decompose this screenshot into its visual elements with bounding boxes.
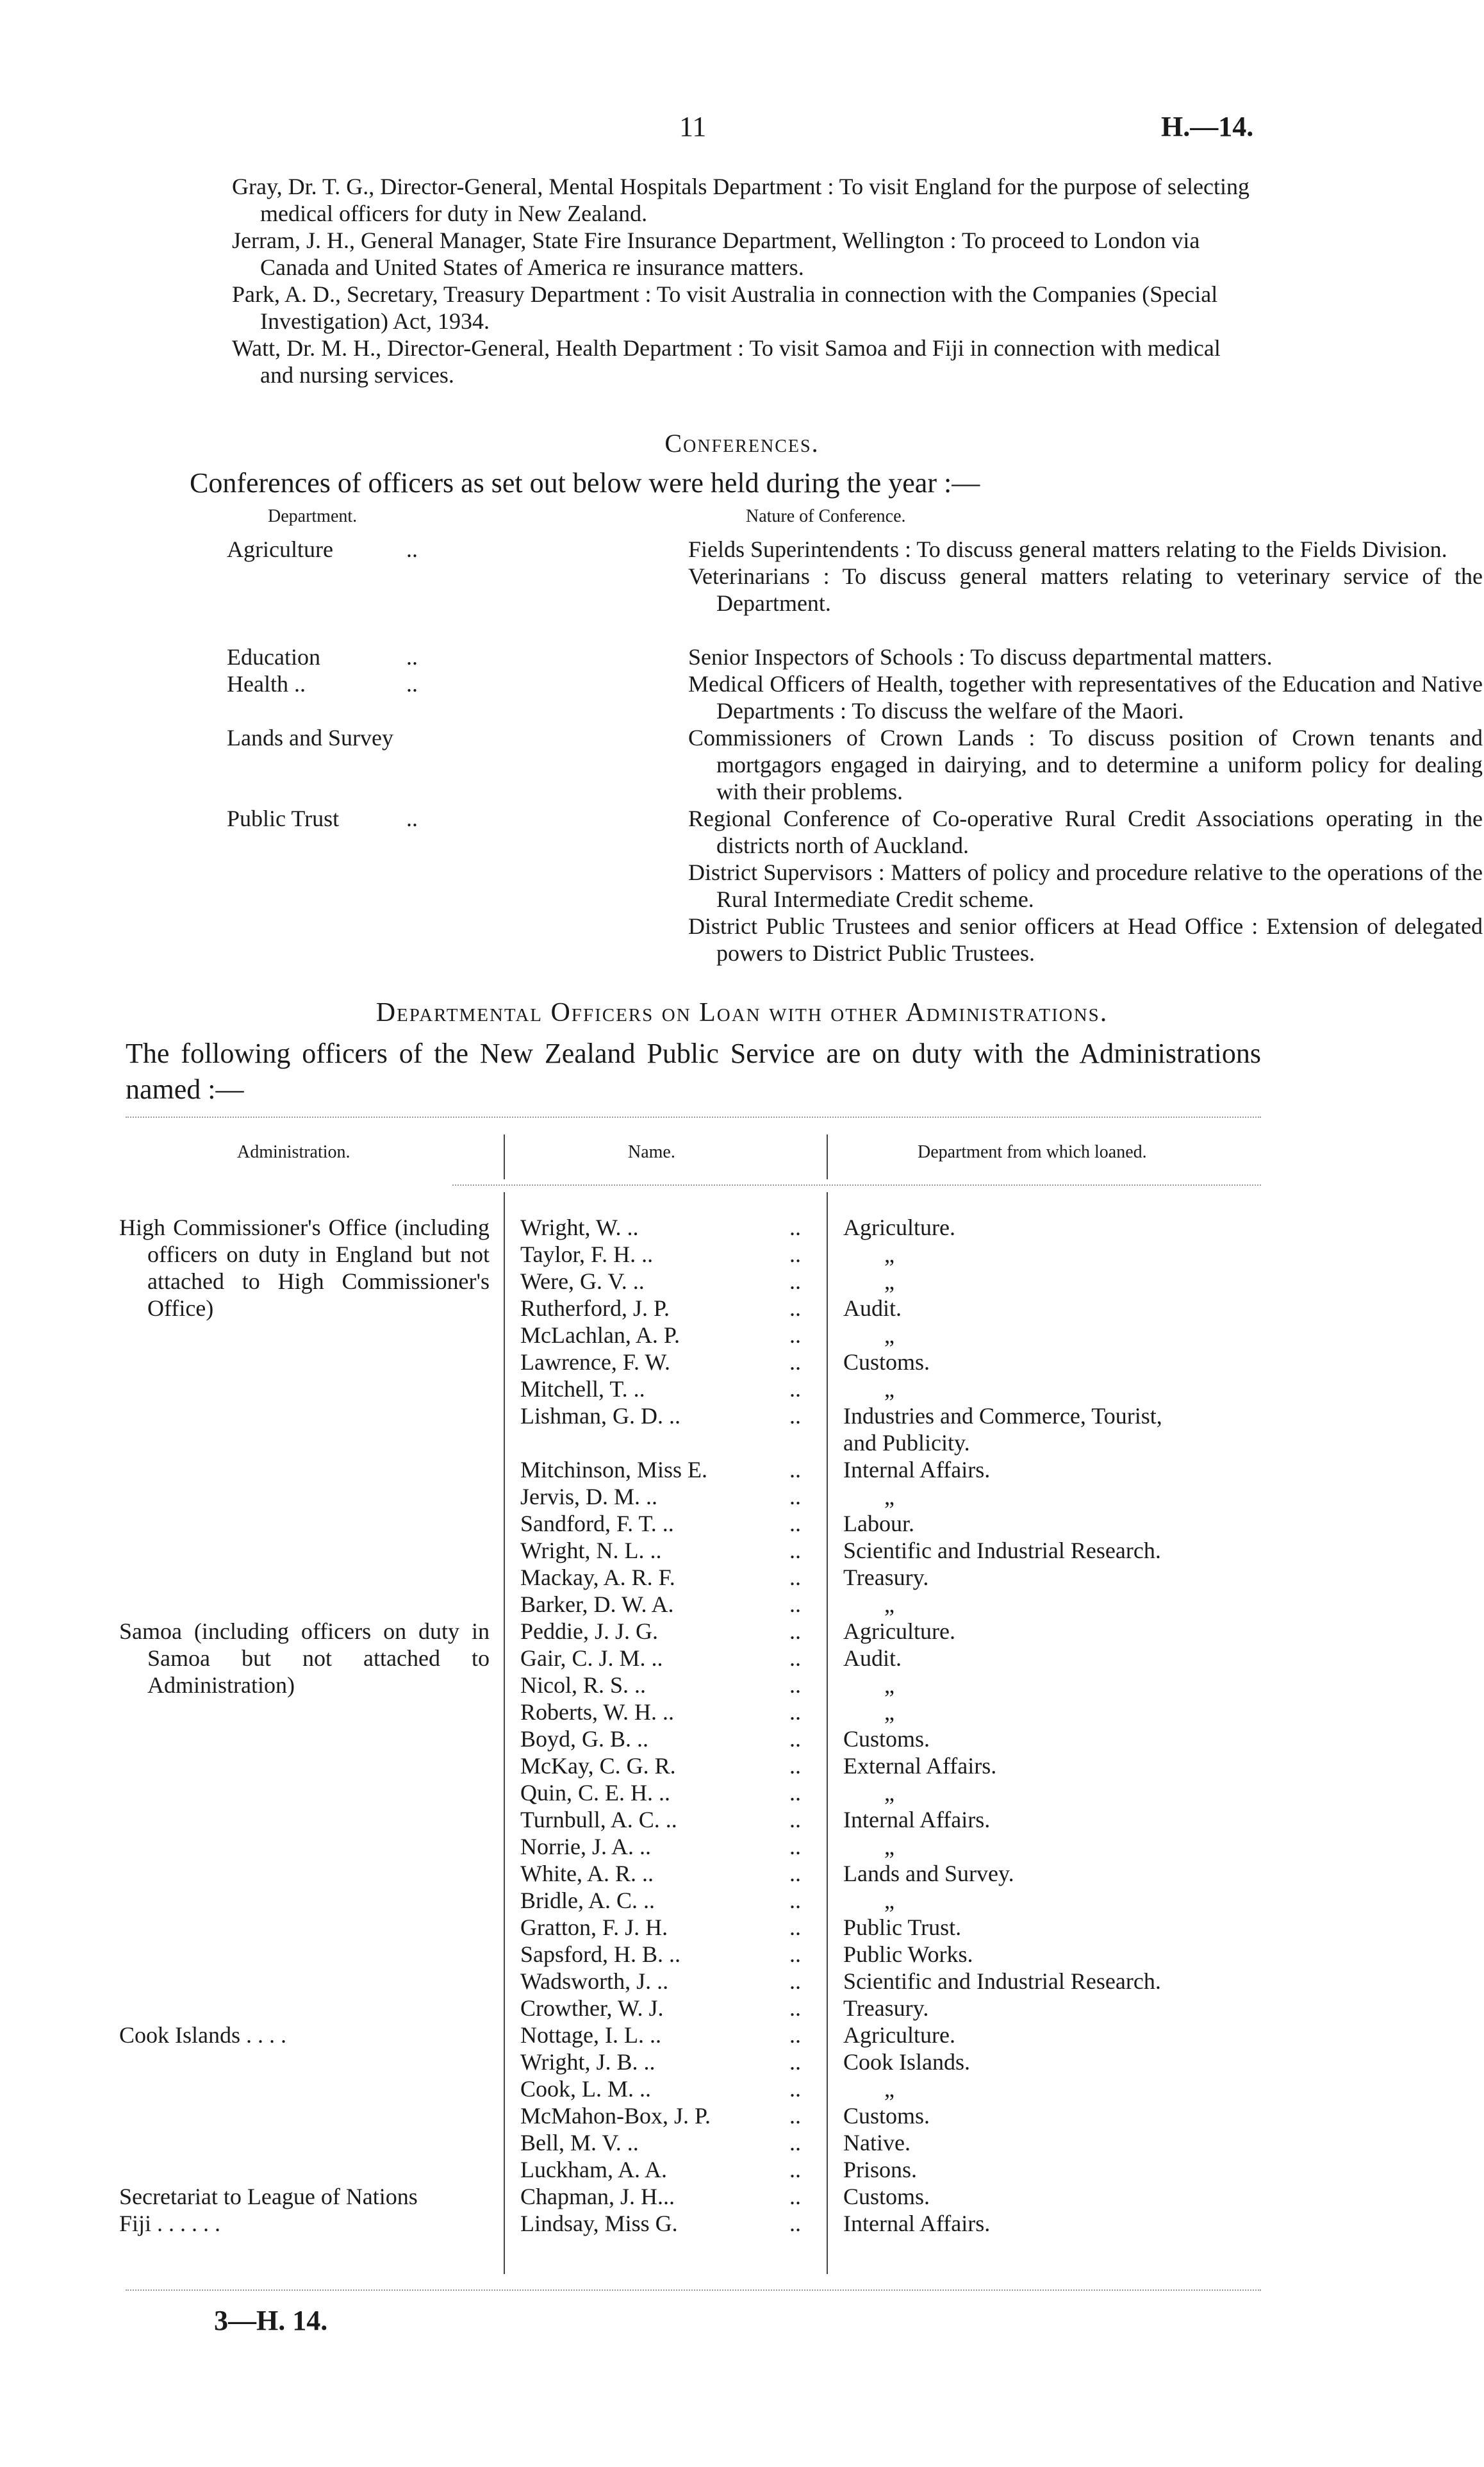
conferences-heading: Conferences. [664,429,820,458]
leader-dots: .. [789,1565,801,1590]
department-loaned-from: Labour. [843,1511,914,1536]
officer-name: Were, G. V. .. [520,1268,645,1294]
department-loaned-from: Public Works. [843,1941,973,1967]
leader-dots: .. [789,1349,801,1375]
officer-name: Taylor, F. H. .. [520,1242,654,1267]
conference-item: Fields Superintendents : To discuss general matters relating to the Fields Division. [688,536,1447,562]
department-loaned-from: Agriculture. [843,1215,955,1240]
leader-dots: .. [789,1242,801,1267]
page-signature: 3—H. 14. [214,2305,328,2336]
department-loaned-from: Native. [843,2130,911,2156]
conference-department: Lands and Survey [227,725,393,751]
conference-item: Commissioners of Crown Lands : To discuss position of Crown tenants and mortgagors engaged in dairying, and to determine a uniform policy for dealing with their problems. [688,725,1483,804]
column-divider [827,1134,828,1179]
table-row [0,1564,1484,1591]
leader-dots: .. [789,2130,801,2156]
leader-dots: .. [789,2076,801,2102]
column-header-administration: Administration. [237,1142,350,1162]
officer-name: Peddie, J. J. G. [520,1618,658,1644]
officer-name: Bell, M. V. .. [520,2130,639,2156]
table-row [0,1672,1484,1699]
department-loaned-from: „ [884,1672,895,1698]
officer-name: Bridle, A. C. .. [520,1888,655,1913]
table-row [0,1914,1484,1941]
table-row [0,2048,1484,2075]
table-row [0,1779,1484,1806]
conference-department: Education [227,644,320,670]
officer-name: Nottage, I. L. .. [520,2022,661,2048]
officer-name: McMahon-Box, J. P. [520,2103,711,2129]
officer-name: McKay, C. G. R. [520,1753,676,1779]
column-divider [504,1134,505,1179]
department-loaned-from: Internal Affairs. [843,1457,991,1483]
table-row [0,1618,1484,1645]
conference-item: Veterinarians : To discuss general matters relating to veterinary service of the Department. [688,563,1483,616]
leader-dots: .. [789,1699,801,1725]
department-loaned-from: „ [884,1242,895,1267]
officer-name: Gratton, F. J. H. [520,1915,668,1940]
table-row [0,2183,1484,2210]
table-row [0,1483,1484,1510]
table-header-rule [452,1184,1261,1186]
department-loaned-from: Customs. [843,2184,930,2209]
officer-name: Roberts, W. H. .. [520,1699,675,1725]
officer-name: Boyd, G. B. .. [520,1726,649,1752]
column-header-name: Name. [628,1142,675,1162]
department-loaned-from: Scientific and Industrial Research. [843,1538,1161,1563]
leader-dots: .. [789,1403,801,1429]
officer-name: Norrie, J. A. .. [520,1834,651,1859]
officer-name: Sandford, F. T. .. [520,1511,674,1536]
table-row [0,1860,1484,1887]
department-loaned-from: External Affairs. [843,1753,997,1779]
department-loaned-from: Customs. [843,1349,930,1375]
conference-department: Health .. [227,671,306,697]
table-row [0,1268,1484,1295]
officer-name: Wright, W. .. [520,1215,639,1240]
department-loaned-from: Agriculture. [843,2022,955,2048]
leader-dots: .. [789,2184,801,2209]
table-bottom-rule [126,2289,1261,2291]
department-loaned-from: „ [884,1268,895,1294]
leader-dots: .. [406,671,418,697]
table-row [0,1214,1484,1241]
leader-dots: .. [789,1968,801,1994]
officer-name: Mitchell, T. .. [520,1376,645,1402]
department-loaned-from: Customs. [843,1726,930,1752]
leader-dots: .. [789,2022,801,2048]
leader-dots: .. [789,1591,801,1617]
officer-name: Turnbull, A. C. .. [520,1807,677,1832]
leader-dots: .. [406,806,418,831]
department-loaned-from: „ [884,1591,895,1617]
department-loaned-from: Audit. [843,1295,902,1321]
officer-name: Lindsay, Miss G. [520,2211,678,2236]
leader-dots: .. [789,1672,801,1698]
table-row [0,1510,1484,1537]
conference-item: Regional Conference of Co-operative Rural Credit Associations operating in the districts north of Auckland. [688,806,1483,858]
table-row [0,1349,1484,1375]
table-row [0,1429,1484,1456]
leader-dots: .. [789,1322,801,1348]
department-loaned-from: Customs. [843,2103,930,2129]
department-loaned-from: Industries and Commerce, Tourist, [843,1403,1162,1429]
loan-intro: The following officers of the New Zealand Public Service are on duty with the Administrations named :— [126,1038,1261,1105]
table-row [0,1456,1484,1483]
department-loaned-from: Cook Islands. [843,2049,970,2075]
conference-item: District Public Trustees and senior officers at Head Office : Extension of delegated powers to District Public Trustees. [688,913,1483,966]
department-loaned-from: Audit. [843,1645,902,1671]
department-loaned-from: „ [884,1780,895,1806]
leader-dots: .. [789,1376,801,1402]
table-row [0,1752,1484,1779]
administration-name: High Commissioner's Office (including officers on duty in England but not attached to High Commissioner's Office) [119,1215,490,1321]
department-loaned-from: and Publicity. [843,1430,970,1456]
table-row [0,1591,1484,1618]
conference-item: Senior Inspectors of Schools : To discuss departmental matters. [688,644,1273,670]
administration-name: Secretariat to League of Nations [119,2184,418,2209]
conferences-intro: Conferences of officers as set out below were held during the year :— [190,467,980,499]
leader-dots: .. [789,1726,801,1752]
officer-name: Barker, D. W. A. [520,1591,674,1617]
leader-dots: .. [789,1941,801,1967]
leader-dots: .. [406,536,418,562]
table-row [0,1241,1484,1268]
table-row [0,1995,1484,2022]
department-loaned-from: Internal Affairs. [843,2211,991,2236]
document-code: H.—14. [1161,111,1254,142]
table-row [0,2156,1484,2183]
department-loaned-from: Public Trust. [843,1915,962,1940]
loan-heading: Departmental Officers on Loan with other Administrations. [375,998,1109,1027]
officer-name: Cook, L. M. .. [520,2076,652,2102]
conference-item: Medical Officers of Health, together with representatives of the Education and Native Departments : To discuss the welfare of the Maori. [688,671,1483,724]
officer-name: Nicol, R. S. .. [520,1672,647,1698]
leader-dots: .. [789,1807,801,1832]
conference-department: Public Trust [227,806,340,831]
table-row [0,1295,1484,1322]
leader-dots: .. [789,2103,801,2129]
officer-name: Crowther, W. J. [520,1995,664,2021]
leader-dots: .. [789,1268,801,1294]
officer-name: Chapman, J. H... [520,2184,675,2209]
officer-name: McLachlan, A. P. [520,1322,680,1348]
travel-entry: Jerram, J. H., General Manager, State Fire Insurance Department, Wellington : To proceed to London via Canada and United States of America re insurance matters. [232,228,1200,280]
leader-dots: .. [789,1861,801,1886]
column-header-nature: Nature of Conference. [746,506,906,526]
officer-name: White, A. R. .. [520,1861,654,1886]
table-row [0,2102,1484,2129]
department-loaned-from: „ [884,1376,895,1402]
table-row [0,1887,1484,1914]
conference-item: District Supervisors : Matters of policy and procedure relative to the operations of the Rural Intermediate Credit scheme. [688,860,1483,912]
leader-dots: .. [789,1484,801,1509]
officer-name: Gair, C. J. M. .. [520,1645,663,1671]
department-loaned-from: Agriculture. [843,1618,955,1644]
officer-name: Sapsford, H. B. .. [520,1941,680,1967]
officer-name: Jervis, D. M. .. [520,1484,657,1509]
officer-name: Quin, C. E. H. .. [520,1780,670,1806]
table-top-rule [126,1117,1261,1118]
officer-name: Lawrence, F. W. [520,1349,671,1375]
conference-department: Agriculture [227,536,333,562]
leader-dots: .. [789,1511,801,1536]
table-row [0,1322,1484,1349]
administration-name: Cook Islands . . . . [119,2022,286,2048]
officer-name: Rutherford, J. P. [520,1295,670,1321]
department-loaned-from: „ [884,1834,895,1859]
administration-name: Fiji . . . . . . [119,2211,221,2236]
leader-dots: .. [789,1753,801,1779]
table-row [0,2075,1484,2102]
officer-name: Wright, J. B. .. [520,2049,655,2075]
travel-section [232,173,1257,388]
leader-dots: .. [789,2157,801,2182]
department-loaned-from: Prisons. [843,2157,918,2182]
leader-dots: .. [789,1457,801,1483]
leader-dots: .. [789,2211,801,2236]
leader-dots: .. [789,1538,801,1563]
table-row [0,2210,1484,2237]
officer-name: Wadsworth, J. .. [520,1968,669,1994]
department-loaned-from: „ [884,1322,895,1348]
leader-dots: .. [789,1915,801,1940]
column-header-department: Department from which loaned. [918,1142,1147,1162]
table-row [0,1645,1484,1672]
leader-dots: .. [789,1888,801,1913]
table-row [0,1375,1484,1402]
department-loaned-from: „ [884,2076,895,2102]
table-row [0,1725,1484,1752]
column-header-department: Department. [268,506,358,526]
department-loaned-from: Internal Affairs. [843,1807,991,1832]
leader-dots: .. [789,1834,801,1859]
officer-name: Lishman, G. D. .. [520,1403,680,1429]
officer-name: Mitchinson, Miss E. [520,1457,708,1483]
department-loaned-from: „ [884,1699,895,1725]
table-row [0,1806,1484,1833]
leader-dots: .. [789,2049,801,2075]
leader-dots: .. [789,1215,801,1240]
officer-name: Luckham, A. A. [520,2157,667,2182]
leader-dots: .. [789,1645,801,1671]
leader-dots: .. [406,644,418,670]
department-loaned-from: „ [884,1484,895,1509]
table-row [0,2022,1484,2048]
department-loaned-from: Scientific and Industrial Research. [843,1968,1161,1994]
leader-dots: .. [789,1780,801,1806]
leader-dots: .. [789,1995,801,2021]
administration-name: Samoa (including officers on duty in Samoa but not attached to Administration) [119,1618,490,1698]
travel-entry: Watt, Dr. M. H., Director-General, Health Department : To visit Samoa and Fiji in connection with medical and nursing services. [232,335,1221,388]
table-row [0,1699,1484,1725]
officer-name: Mackay, A. R. F. [520,1565,675,1590]
table-row [0,2129,1484,2156]
table-row [0,1537,1484,1564]
travel-entry: Gray, Dr. T. G., Director-General, Mental Hospitals Department : To visit England for the purpose of selecting medical officers for duty in New Zealand. [232,174,1250,226]
page-number: 11 [679,111,707,142]
table-row [0,1402,1484,1429]
officer-name: Wright, N. L. .. [520,1538,662,1563]
leader-dots: .. [789,1618,801,1644]
leader-dots: .. [789,1295,801,1321]
department-loaned-from: Lands and Survey. [843,1861,1014,1886]
department-loaned-from: Treasury. [843,1565,929,1590]
table-row [0,1968,1484,1995]
department-loaned-from: „ [884,1888,895,1913]
table-row [0,1941,1484,1968]
travel-entry: Park, A. D., Secretary, Treasury Department : To visit Australia in connection with the Companies (Special Investigation) Act, 1934. [232,281,1218,334]
table-row [0,1833,1484,1860]
department-loaned-from: Treasury. [843,1995,929,2021]
